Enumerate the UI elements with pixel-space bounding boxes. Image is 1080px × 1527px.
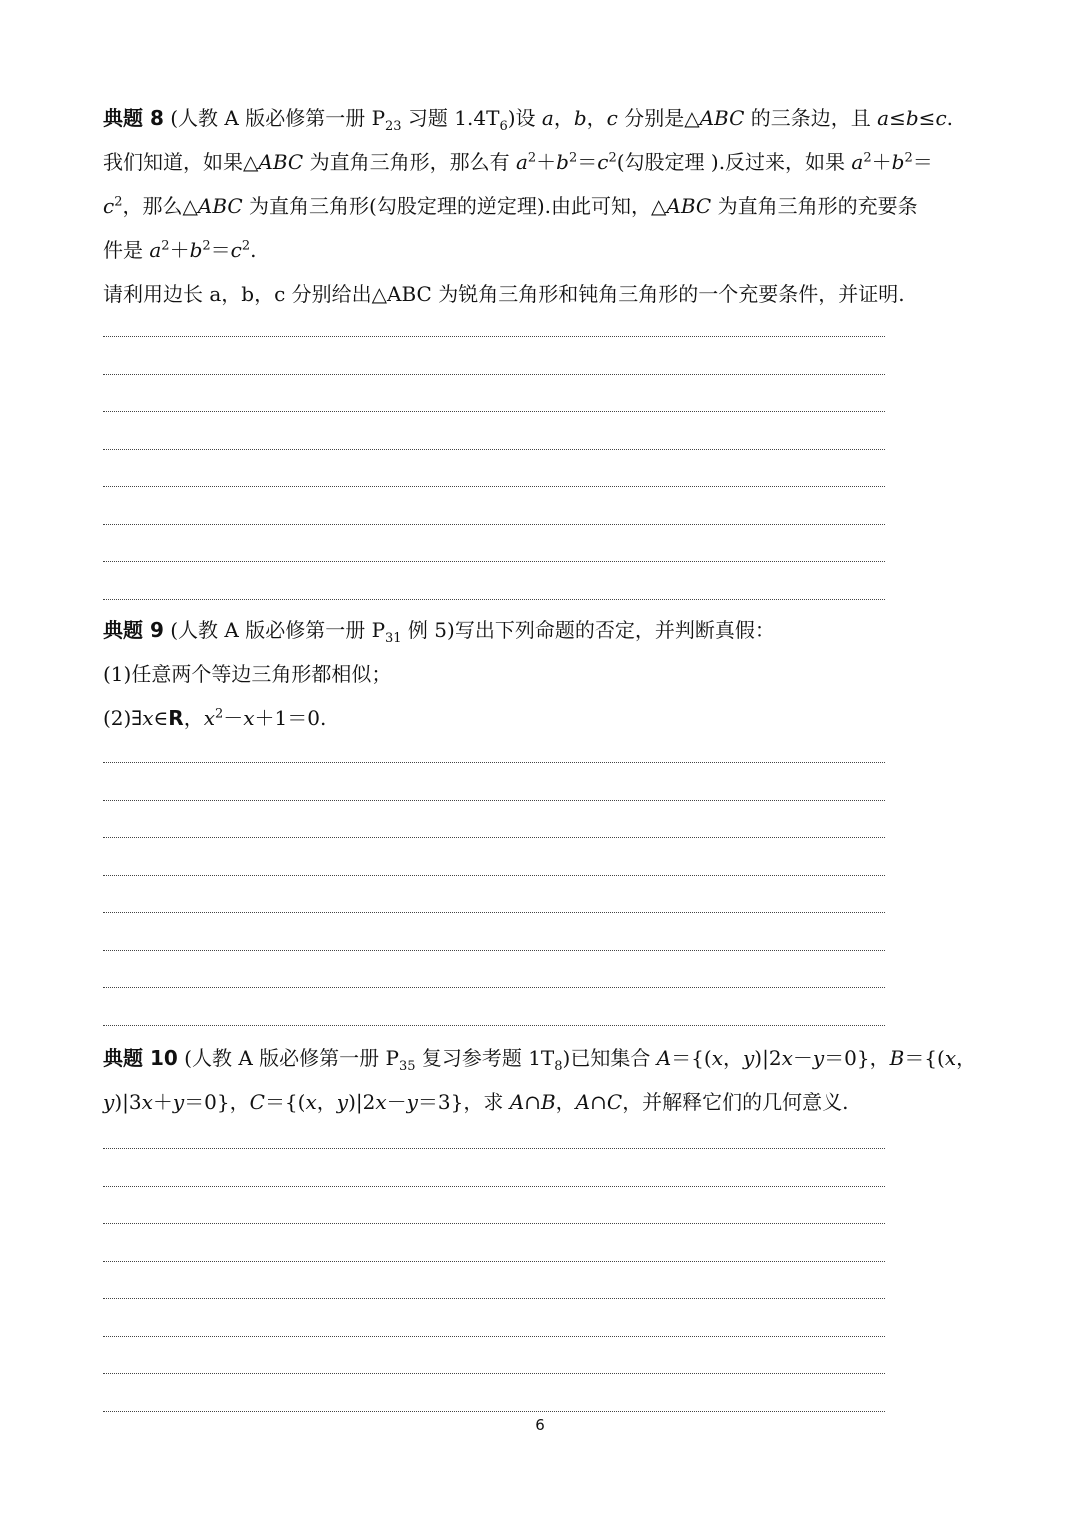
problem-10-answer-area[interactable]: [103, 1148, 885, 1448]
answer-line: [103, 1298, 885, 1299]
problem-8-line-2: 我们知道，如果△ABC 为直角三角形，那么有 $a^2+b^2=c^2$(勾股定理 ).反过来，如果 $a^2+b^2=$: [103, 150, 933, 174]
answer-line: [103, 374, 885, 375]
answer-line: [103, 1025, 885, 1026]
problem-8-line-3: $c^2$，那么△ABC 为直角三角形(勾股定理的逆定理).由此可知，△ABC 为直角三角形的充要条: [103, 194, 918, 218]
answer-line: [103, 762, 885, 763]
problem-8-line-1: 典题 8 (人教 A 版必修第一册 $P_{23}$ 习题 $1.4T_6$)设 a，b，c 分别是△ABC 的三条边，且 a≤b≤c.: [103, 106, 953, 134]
problem-10-label: 典题 10: [103, 1046, 178, 1070]
problem-9-label: 典题 9: [103, 618, 164, 642]
problem-9-answer-area[interactable]: [103, 762, 885, 1062]
answer-line: [103, 449, 885, 450]
problem-9-line-3: (2)∃x∈R，$x^2-x+1=0$.: [103, 706, 327, 730]
answer-line: [103, 1261, 885, 1262]
answer-line: [103, 1223, 885, 1224]
answer-line: [103, 1373, 885, 1374]
answer-line: [103, 875, 885, 876]
page-number: 6: [535, 1416, 545, 1434]
problem-10-line-2: y)|3x＋y＝0}，C＝{(x，y)|2x－y＝3}，求 A∩B，A∩C，并解释它们的几何意义.: [103, 1090, 849, 1114]
problem-10: [103, 1036, 983, 1124]
answer-line: [103, 1411, 885, 1412]
answer-line: [103, 411, 885, 412]
answer-line: [103, 599, 885, 600]
problem-9: [103, 608, 983, 740]
problem-8-answer-area[interactable]: [103, 336, 885, 636]
answer-line: [103, 524, 885, 525]
answer-line: [103, 950, 885, 951]
answer-line: [103, 837, 885, 838]
answer-line: [103, 912, 885, 913]
answer-line: [103, 1186, 885, 1187]
answer-line: [103, 1336, 885, 1337]
problem-8-line-5: 请利用边长 a，b，c 分别给出△ABC 为锐角三角形和钝角三角形的一个充要条件，并证明.: [103, 282, 905, 306]
answer-line: [103, 336, 885, 337]
problem-8-line-4: 件是 $a^2+b^2=c^2$.: [103, 238, 257, 262]
problem-8: [103, 96, 983, 316]
answer-line: [103, 561, 885, 562]
answer-line: [103, 1148, 885, 1149]
answer-line: [103, 486, 885, 487]
problem-9-line-2: (1)任意两个等边三角形都相似；: [103, 662, 392, 686]
answer-line: [103, 800, 885, 801]
problem-9-line-1: 典题 9 (人教 A 版必修第一册 $P_{31}$ 例 5)写出下列命题的否定，并判断真假：: [103, 618, 775, 646]
answer-line: [103, 987, 885, 988]
problem-10-line-1: 典题 10 (人教 A 版必修第一册 $P_{35}$ 复习参考题 $1T_8$)已知集合 A＝{(x，y)|2x－y＝0}，B＝{(x，: [103, 1046, 977, 1074]
problem-8-label: 典题 8: [103, 106, 164, 130]
